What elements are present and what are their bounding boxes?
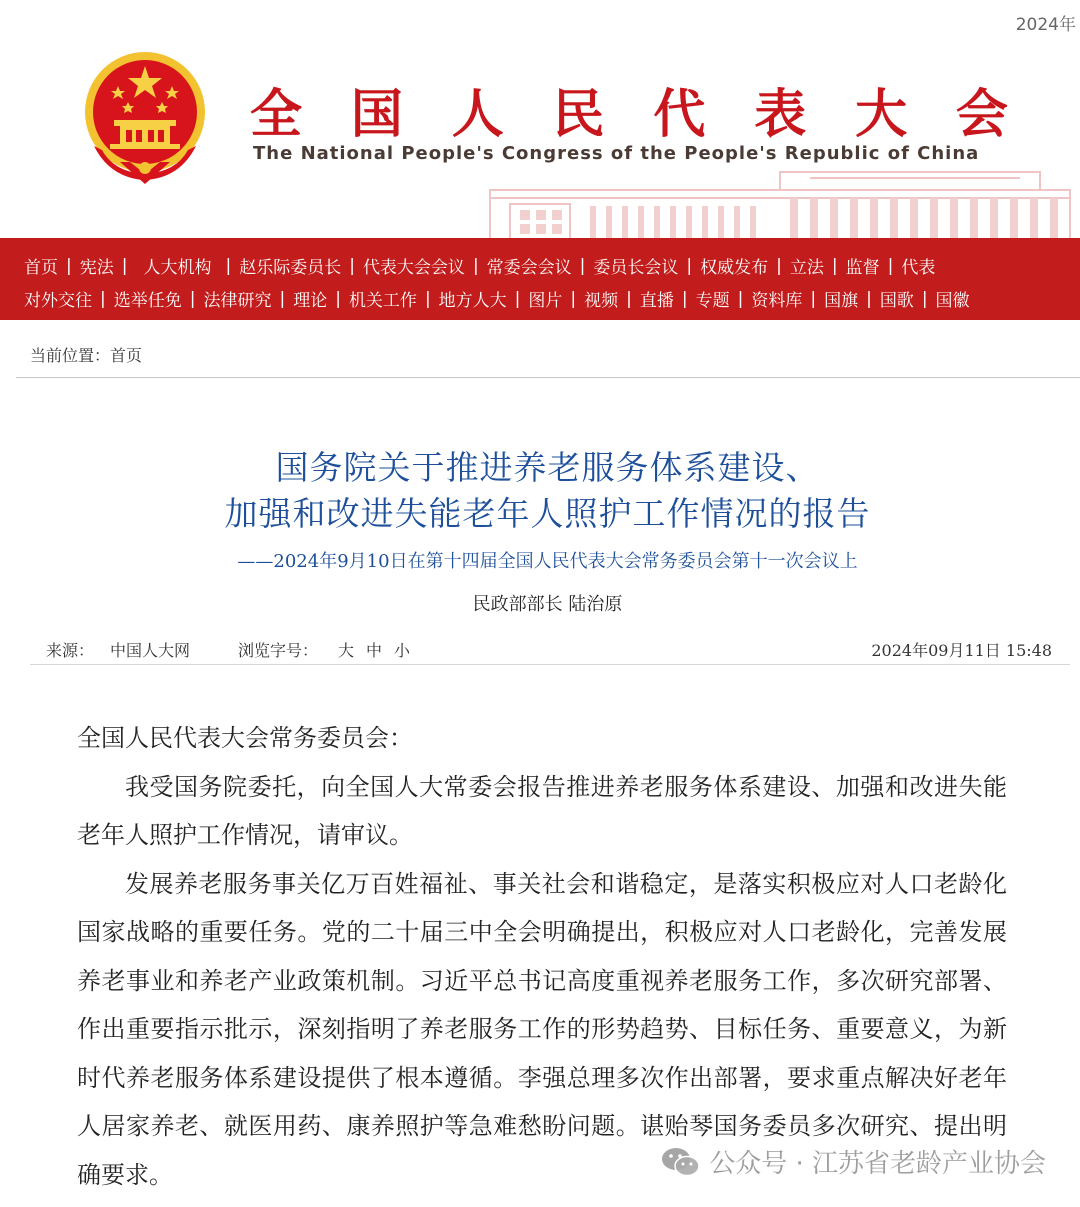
nav-separator: | [810, 288, 817, 309]
source-label: 来源： [46, 641, 95, 660]
source-value: 中国人大网 [110, 641, 191, 660]
divider [30, 664, 1070, 665]
nav-separator: | [349, 255, 355, 276]
nav-item-office-work[interactable]: 机关工作 [348, 291, 417, 311]
nav-item-home[interactable]: 首页 [24, 258, 58, 278]
nav-item-national-anthem[interactable]: 国歌 [879, 291, 914, 311]
nav-separator: | [579, 255, 586, 276]
nav-item-constitution[interactable]: 宪法 [79, 258, 114, 278]
font-size-small-button[interactable]: 小 [394, 641, 411, 660]
article-author: 民政部部长 陆治原 [472, 594, 623, 615]
site-subtitle: The National People's Congress of the People's Republic of China [253, 143, 980, 164]
wechat-icon [661, 1145, 701, 1179]
article-paragraph: 我受国务院委托，向全国人大常委会报告推进养老服务体系建设、加强和改进失能老年人照护工作情况，请审议。 [77, 772, 1007, 849]
nav-separator: | [121, 255, 128, 276]
national-emblem-icon[interactable] [80, 50, 210, 186]
nav-separator: | [100, 288, 106, 309]
site-title-char: 会 [955, 84, 1010, 145]
nav-item-legal-research[interactable]: 法律研究 [203, 291, 272, 311]
nav-item-congress-sessions[interactable]: 代表大会会议 [362, 258, 465, 278]
font-size-label: 浏览字号： [238, 641, 319, 660]
nav-separator: | [737, 288, 744, 309]
nav-separator: | [66, 255, 72, 276]
font-size-large-button[interactable]: 大 [338, 641, 355, 660]
nav-item-videos[interactable]: 视频 [584, 291, 619, 311]
site-title-char: 代 [653, 84, 708, 145]
article-salutation: 全国人民代表大会常务委员会： [77, 724, 413, 752]
header-date: 2024年 [1015, 15, 1076, 35]
nav-separator: | [831, 255, 838, 276]
nav-item-foreign-affairs[interactable]: 对外交往 [24, 291, 92, 311]
article-paragraph: 发展养老服务事关亿万百姓福祉、事关社会和谐稳定，是落实积极应对人口老龄化国家战略的重要任务。党的二十届三中全会明确提出，积极应对人口老龄化，完善发展养老事业和养老产业政策机制。习近平总书记高度重视养老服务工作，多次研究部署、作出重要指示批示，深刻指明了养老服务工作的形势趋势、目标任务、重要意义，为新时代养老服务体系建设提供了根本遵循。李强总理多次作出部署，要求重点解决好老年人居家养老、就医用药、康养照护等急难愁盼问题。谌贻琴国务委员多次研究、提出明确要求。 [77, 869, 1007, 1189]
nav-separator: | [626, 288, 632, 309]
nav-separator: | [225, 255, 232, 276]
nav-item-local-npc[interactable]: 地方人大 [438, 291, 507, 311]
nav-separator: | [866, 288, 872, 309]
nav-row-1 [24, 249, 1080, 282]
site-title-char: 表 [754, 84, 809, 145]
breadcrumb[interactable]: 当前位置：首页 [30, 346, 143, 365]
wechat-watermark [661, 1143, 1046, 1180]
font-size-medium-button[interactable]: 中 [366, 641, 383, 660]
nav-separator: | [472, 255, 479, 276]
main-nav [0, 238, 1080, 320]
nav-separator: | [424, 288, 431, 309]
nav-separator: | [776, 255, 782, 276]
great-hall-illustration [480, 168, 1080, 238]
nav-item-deputies[interactable]: 代表 [901, 258, 936, 278]
nav-item-database[interactable]: 资料库 [751, 291, 803, 311]
article-title-line-1: 国务院关于推进养老服务体系建设、 [275, 448, 820, 487]
nav-separator: | [514, 288, 521, 309]
article-title-line-2: 加强和改进失能老年人照护工作情况的报告 [224, 494, 871, 533]
nav-item-council-meetings[interactable]: 委员长会议 [593, 258, 679, 278]
nav-item-releases[interactable]: 权威发布 [700, 258, 769, 278]
nav-separator: | [921, 288, 928, 309]
nav-separator: | [189, 288, 196, 309]
nav-item-chairman[interactable]: 赵乐际委员长 [239, 258, 342, 278]
nav-item-pictures[interactable]: 图片 [528, 291, 563, 311]
nav-item-national-emblem[interactable]: 国徽 [935, 291, 970, 311]
nav-separator: | [686, 255, 693, 276]
nav-item-npc-organs[interactable]: 人大机构 [143, 258, 212, 278]
site-header [0, 0, 1080, 238]
nav-item-supervision[interactable]: 监督 [845, 258, 880, 278]
article-body [77, 714, 1007, 1199]
site-title-char: 大 [855, 84, 910, 145]
nav-item-standing-committee[interactable]: 常委会会议 [486, 258, 572, 278]
publish-datetime: 2024年09月11日 15:48 [871, 641, 1052, 660]
nav-item-legislation[interactable]: 立法 [789, 258, 824, 278]
nav-separator: | [681, 288, 688, 309]
site-title-char: 人 [451, 84, 506, 145]
nav-item-topics[interactable]: 专题 [695, 291, 730, 311]
site-title-char: 民 [552, 84, 607, 145]
nav-item-elections[interactable]: 选举任免 [113, 291, 182, 311]
divider [16, 377, 1080, 378]
site-title[interactable] [250, 72, 1010, 147]
nav-item-theory[interactable]: 理论 [293, 291, 328, 311]
nav-separator: | [335, 288, 341, 309]
nav-item-live[interactable]: 直播 [639, 291, 674, 311]
site-title-char: 国 [350, 84, 405, 145]
nav-item-national-flag[interactable]: 国旗 [824, 291, 859, 311]
article-subtitle: ——2024年9月10日在第十四届全国人民代表大会常务委员会第十一次会议上 [237, 551, 858, 572]
nav-separator: | [279, 288, 286, 309]
nav-row-2 [24, 282, 1080, 315]
watermark-text: 公众号 · 江苏省老龄产业协会 [709, 1149, 1046, 1179]
site-title-char: 全 [250, 84, 305, 145]
nav-separator: | [887, 255, 894, 276]
nav-separator: | [570, 288, 577, 309]
